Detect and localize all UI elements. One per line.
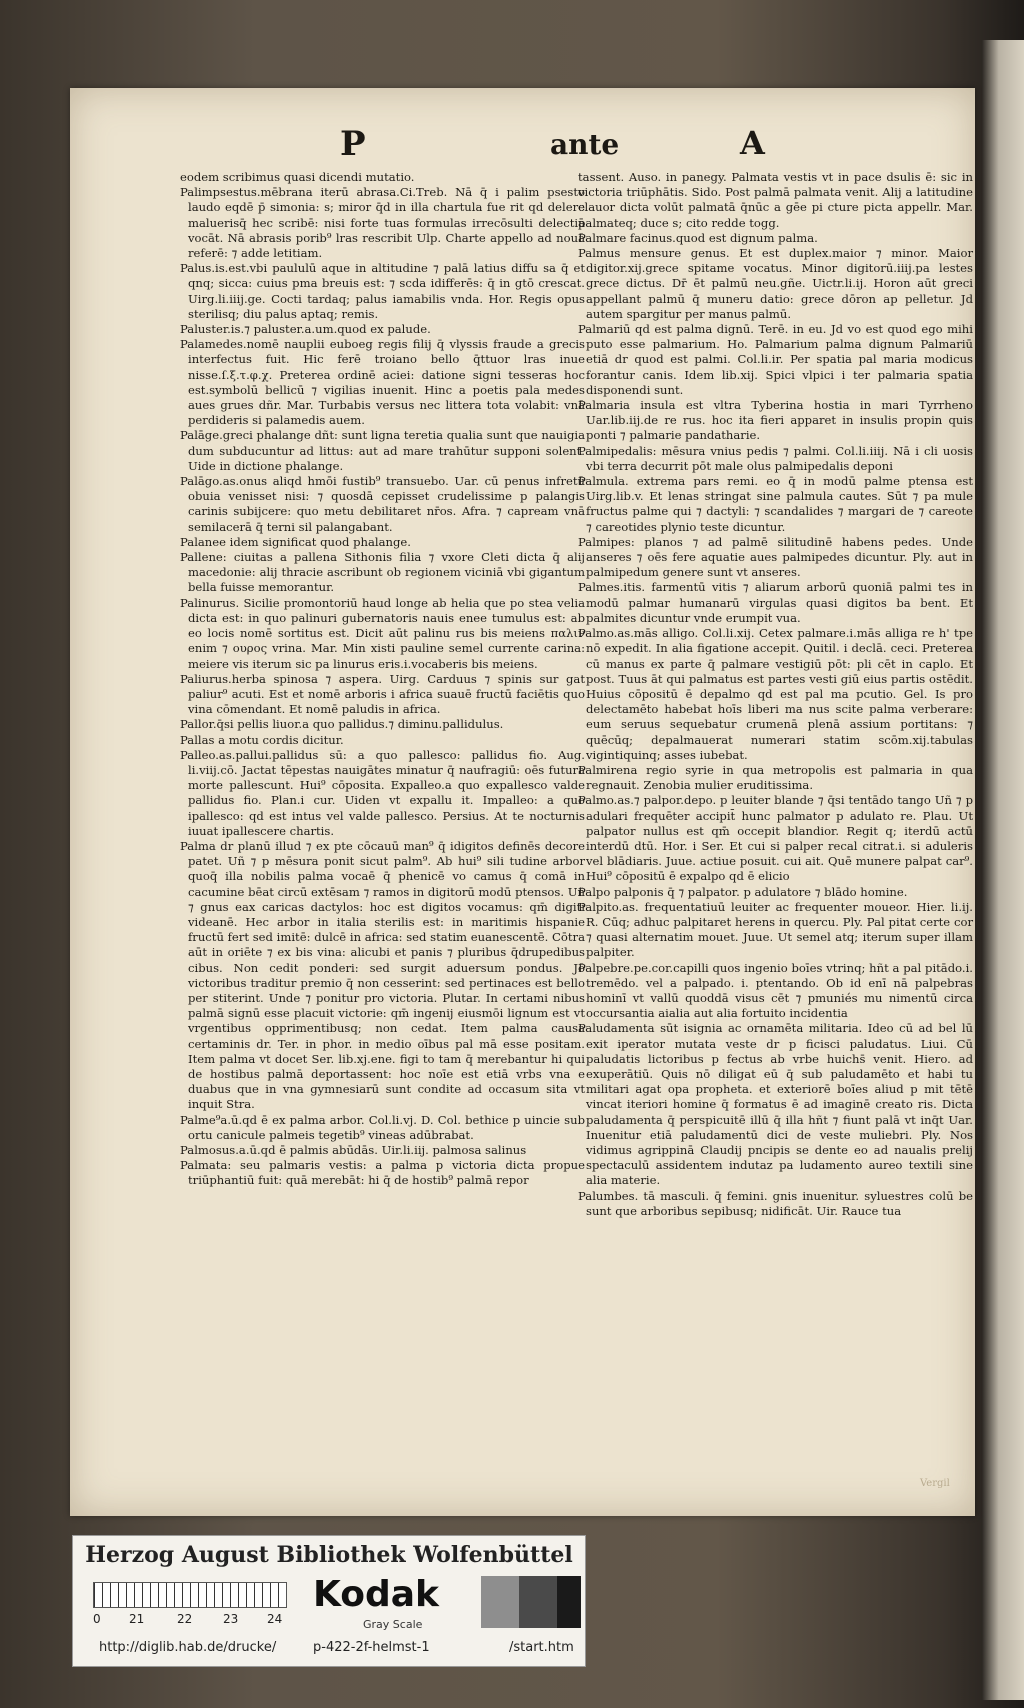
dictionary-entry: Paludamenta sūt isignia ac ornamēta militaria. Ideo cū ad bel lū exit iperator mutata veste dr p ficisci paludatus. Liui. Cū paludatis lictoribus p fectus ab vrbe huichs̄ venit. Hiero. ad exuperātiū. Quis nō diligat eū q̄ sub paludamēto et habi tu militari agat opa propheta. et exteriorē boīes aliud p mit tētē vincat iteriori homine q̄ formatus ē ad imaginē creato ris. Dicta paludamenta q̄ perspicuitē illū q̄ illa hñt ⁊ fiunt palā vt inq̄t Uar. Inuenitur etiā paludamentū dici de veste muliebri. Ply. Nos vidimus agrippinā Claudij pncipis se dente eo ad naualis prelij spectaculū assidentem indutaz pa ludamento aureo textili sine alia materie. bbox=[578, 1021, 973, 1188]
dictionary-entry: tassent. Auso. in panegy. Palmata vestis vt in pace dsulis ē: sic in victoria triūphātis. Sido. Post palmā palmata venit. Alij a latitudine clauor dicta volūt palmatā q̄nūc a gēe pi cture picta appellr. Mar. palmateq; duce s; cito redde togg. bbox=[578, 170, 973, 230]
dictionary-entry: Palinurus. Sicilie promontoriū haud longe ab helia que po stea velia dicta est: in quo palinuri gubernatoris nauis enee tumulus est: ab eo locis nomē sortitus est. Dicit aūt palinu rus bis meiens παλιν enim ⁊ ουρος vrina. Mar. Min xisti pauline semel currente carina: meiere vis iterum sic pa linurus eris.i.vocaberis bis meiens. bbox=[180, 595, 585, 671]
head-center-word: ante bbox=[550, 128, 620, 161]
ruler-number: 22 bbox=[177, 1612, 193, 1626]
ruler-number: 24 bbox=[267, 1612, 283, 1626]
dictionary-entry: Palme⁹a.ū.qd ē ex palma arbor. Col.li.vj. D. Col. bethice p uincie sub ortu canicule palmeis tegetib⁹ vineas adūbrabat. bbox=[180, 1112, 585, 1142]
running-head bbox=[70, 124, 975, 164]
dictionary-entry: Palpo palponis q̄ ⁊ palpator. p adulatore ⁊ blādo homine. bbox=[578, 884, 908, 899]
gray-swatch-dark bbox=[519, 1576, 557, 1628]
shelfmark: p-422-2f-helmst-1 bbox=[313, 1640, 430, 1655]
dictionary-entry: Palpebre.pe.cor.capilli quos ingenio boīes vtrinq; hñt a pal pitādo.i. tremēdo. vel a palpado. i. ptentando. Ob id enī nā palpebras hominī vt vallū quoddā visus cēt ⁊ pmuniés mu nimentū circa occursantia aialia aut alia fortuito incidentia bbox=[578, 960, 973, 1021]
ruler-number: 0 bbox=[93, 1612, 101, 1626]
dictionary-entry: Palmo.as.⁊ palpor.depo. p leuiter blande ⁊ q̄si tentādo tango Uñ ⁊ p adulari frequēter accipit̄ hunc palmator p adulato re. Plau. Ut palpator nullus est qm̄ occepit blandior. Regit q; iterdū actū interdū dtū. Hor. i Ser. Et cui si palper recal citrat.i. si aduleris vel blādiaris. Juue. actiue posuit. cui ait. Quē munere palpat car⁹. Hui⁹ cōpositū ē expalpo qd ē elicio bbox=[578, 793, 973, 884]
dictionary-entry: Palmirena regio syrie in qua metropolis est palmaria in qua regnauit. Zenobia mulier eruditissima. bbox=[578, 762, 973, 793]
library-color-strip bbox=[72, 1535, 586, 1667]
head-right-letter: A bbox=[740, 124, 765, 162]
dictionary-entry: Palmus mensure genus. Et est duplex.maior ⁊ minor. Maior digitor.xij.grece spitame vocatus. Minor digitorū.iiij.pa lestes grece dictus. Dr̄ ēt palmū neu.gñe. Uictr.li.ij. Horon aūt greci appellant palmū q̄ muneru datio: grece dōron ap pelletur. Jd autem spargitur per manus palmū. bbox=[578, 246, 973, 321]
dictionary-entry: Palpito.as. frequentatiuū leuiter ac frequenter moueor. Hier. li.ij. R. Cūq; adhuc palpitaret herens in quercu. Ply. Pal pitat certe cor ⁊ quasi alternatim mouet. Juue. Ut semel atq; iterum super illam palpiter. bbox=[578, 899, 973, 960]
dictionary-entry: Palmata: seu palmaris vestis: a palma p victoria dicta propue triūphantiū fuit: quā merebāt: hi q̄ de hostib⁹ palmā repor bbox=[180, 1158, 585, 1188]
dictionary-entry: Palus.is.est.vbi paululū aque in altitudine ⁊ palā latius diffu sa q̄ et qnq; sicca: cuius pma breuis est: ⁊ scda idifferēs: q̄ in gtō crescat. Uirg.li.iiij.ge. Cocti tardaq; palus iamabilis vnda. Hor. Regis opus sterilisq; diu palus aptaq; remis. bbox=[180, 261, 585, 321]
dictionary-entry: Paluster.is.⁊ paluster.a.um.quod ex palude. bbox=[180, 322, 431, 337]
source-url: http://diglib.hab.de/drucke/ bbox=[99, 1640, 277, 1655]
dictionary-entry: Palmipes: planos ⁊ ad palmē silitudinē habens pedes. Unde anseres ⁊ oēs fere aquatie aues palmipedes dicuntur. Ply. aut in palmipedum genere sunt vt anseres. bbox=[578, 534, 973, 580]
right-column bbox=[578, 170, 973, 1219]
dictionary-entry: Palumbes. tā masculi. q̄ femini. gnis inuenitur. syluestres colū be sunt que arboribus sepibusq; nidificāt. Uir. Rauce tua bbox=[578, 1188, 973, 1218]
book-page bbox=[70, 88, 975, 1516]
head-left-letter: P bbox=[340, 124, 366, 164]
dictionary-entry: Pallene: ciuitas a pallena Sithonis filia ⁊ vxore Cleti dicta q̄ alij macedonie: alij thracie ascribunt ob regionem viciniā vbi gigantum bella fuisse memorantur. bbox=[180, 550, 585, 595]
ruler-number: 21 bbox=[129, 1612, 145, 1626]
dictionary-entry: Palamedes.nomē nauplii euboeg regis filij q̄ vlyssis fraude a grecis interfectus fuit. Hic ferē troiano bello q̄ttuor lras inue nisse.ſ.ξ.τ.φ.χ. Preterea ordinē aciei: datione signi tesseras hoc est.symbolū bellicū ⁊ vigilias inuenit. Hinc a poetis pala medes aues grues dñr. Mar. Turbabis versus nec littera tota volabit: vnā perdideris si palamedis auem. bbox=[180, 337, 585, 428]
gray-scale-label: Gray Scale bbox=[363, 1618, 423, 1631]
kodak-logo: Kodak bbox=[313, 1574, 439, 1615]
dictionary-entry: Palmariū qd est palma dignū. Terē. in eu. Jd vo est quod ego mihi puto esse palmarium. Ho. Palmarium palma dignum Palmariū etiā dr quod est palmi. Col.li.ir. Per spatia pal maria modicus forantur canis. Idem lib.xij. Spici vlpici i ter palmaria spatia disponendi sunt. bbox=[578, 322, 973, 397]
scale-ruler bbox=[93, 1582, 287, 1608]
library-title: Herzog August Bibliothek Wolfenbüttel bbox=[85, 1542, 573, 1568]
dictionary-entry: Palmipedalis: mēsura vnius pedis ⁊ palmi. Col.li.iiij. Nā i cli uosis vbi terra decurrit pōt male olus palmipedalis deponi bbox=[578, 443, 973, 473]
dictionary-entry: Palmare facinus.quod est dignum palma. bbox=[578, 230, 818, 245]
dictionary-entry: Palmo.as.mās alligo. Col.li.xij. Cetex palmare.i.mās alliga re h' tpe nō expedit. In alia figatione accepit. Quitil. i declā. ceci. Preterea cū manus ex parte q̄ palmare vestigiū pōt: pli cēt in caplo. Et post. Tuus āt qui palmatus est partes vesti giū eius partis ostēdit. Huius cōpositū ē depalmo qd est pal ma pcutio. Gel. Is pro delectamēto habebat hoīs liberi ma nus scite palma verberare: eum seruus sequebatur crumenā plenā assium portitans: ⁊ quēcūq; depalmauerat numerari statim scōm.xij.tabulas vigintiquinq; asses iubebat. bbox=[578, 626, 973, 762]
dictionary-entry: Palmosus.a.ū.qd ē palmis abūdās. Uir.li.iij. palmosa salinus bbox=[180, 1143, 527, 1157]
dictionary-entry: Palma dr planū illud ⁊ ex pte cōcauū man⁹ q̄ idigitos definēs decore patet. Uñ ⁊ p mēsura ponit sicut palm⁹. Ab hui⁹ sili tudine arbor quoq̄ illa nobilis palma vocaē q̄ phenicē vo camus q̄ comā in cacumine bēat circū extēsam ⁊ ramos in digitorū modū ptensos. Uñ ⁊ gnus eax caricas dactylos: hoc est digitos vocamus: qm̄ digiti videanē. Hec arbor in italia sterilis est: in maritimis hispanie fructū fert sed imitē: dulcē in africa: sed statim euanescentē. Cōtra aūt in oriēte ⁊ ex bis vina: alicubi et panis ⁊ pluribus q̄drupedibus cibus. Non cedit ponderi: sed surgit aduersum pondus. Jō victoribus traditur premio q̄ non cesserint: sed pertinaces est bello per stiterint. Unde ⁊ ponitur pro victoria. Plutar. In certami nibus palmā signū esse placuit victorie: qm̄ ingenij eiusmōi lignum est vt vrgentibus opprimentibusq; non cedat. Item palma causa certaminis dr. Ter. in phor. in medio oībus pal mā esse positam. Item palma vt docet Ser. lib.xj.ene. figi to tam q̄ merebantur hi qui de hostibus palmā deportassent: hoc noīe est etiā vrbs vna e duabus que in vna gymnesiarū sunt condite ad occasum sita vt inquit Stra. bbox=[180, 838, 585, 1112]
dictionary-entry: Pallas a motu cordis dicitur. bbox=[180, 732, 344, 747]
ruler-number: 23 bbox=[223, 1612, 239, 1626]
dictionary-entry: Palmaria insula est vltra Tyberina hostia in mari Tyrrheno Uar.lib.iij.de re rus. hoc ita fieri apparet in insulis propin quis ponti ⁊ palmarie pandatharie. bbox=[578, 398, 973, 443]
dictionary-entry: Palleo.as.pallui.pallidus sū: a quo pallesco: pallidus fio. Aug. li.viij.cō. Jactat tēpestas nauigātes minatur q̄ naufragiū: oēs futura morte pallescunt. Hui⁹ cōposita. Expalleo.a quo expallesco valde pallidus fio. Plan.i cur. Uiden vt expallu it. Impalleo: a quo ipallesco: qd est intus vel valde pallesco. Persius. At te nocturnis iuuat ipallescere chartis. bbox=[180, 747, 585, 838]
dictionary-entry: Palmula. extrema pars remi. eo q̄ in modū palme ptensa est Uirg.lib.v. Et lenas stringat sine palmula cautes. Sūt ⁊ pa mule fructus palme qui ⁊ dactyli: ⁊ scandalides ⁊ margari de ⁊ careote ⁊ careotides plynio teste dicuntur. bbox=[578, 474, 973, 534]
dictionary-entry: Pallor.q̄si pellis liuor.a quo pallidus.⁊ diminu.pallidulus. bbox=[180, 717, 504, 732]
dictionary-entry: Palāgo.as.onus aliqd hmōi fustib⁹ transuebo. Uar. cū penus infretū obuia venisset nisi: ⁊ quosdā cepisset crudelissime p palangis carinis subijcere: quo metu debilitaret nr̄os. Afra. ⁊ capream vnā semilacerā q̄ terni sil palangabant. bbox=[180, 474, 585, 534]
margin-note: Vergil bbox=[920, 1478, 950, 1489]
start-link: /start.htm bbox=[509, 1640, 574, 1655]
gray-swatch-mid bbox=[481, 1576, 519, 1628]
dictionary-entry: Palanee idem significat quod phalange. bbox=[180, 534, 411, 549]
dictionary-entry: Palāge.greci phalange dñt: sunt ligna teretia qualia sunt que nauigia dum subducuntur ad littus: aut ad mare trahūtur supponi solent. Uide in dictione phalange. bbox=[180, 428, 585, 473]
left-column bbox=[180, 170, 585, 1189]
dictionary-entry: Paliurus.herba spinosa ⁊ aspera. Uirg. Carduus ⁊ spinis sur gat paliur⁹ acuti. Est et nomē arboris i africa suauē fructū faciētis quo vina cōmendant. Et nomē paludis in africa. bbox=[180, 671, 585, 717]
dictionary-entry: Palmes.itis. farmentū vitis ⁊ aliarum arborū quoniā palmi tes in modū palmar humanarū virgulas quasi digitos ba bent. Et palmites dicuntur vnde erumpit vua. bbox=[578, 580, 973, 625]
gray-swatch-black bbox=[557, 1576, 581, 1628]
adjacent-page-edge bbox=[982, 40, 1024, 1700]
dictionary-entry: eodem scribimus quasi dicendi mutatio. bbox=[180, 170, 415, 184]
dictionary-entry: Palimpsestus.mēbrana iterū abrasa.Ci.Treb. Nā q̄ i palim psesto laudo eqdē p̄ simonia: s; miror q̄d in illa chartula fue rit qd delere maluerisq̄ hec scribē: nisi forte tuas formulas irrecōsulti delectiā vocāt. Nā abrasis porib⁹ lras rescribit Ulp. Charte appello ad nouā referē: ⁊ adde letitiam. bbox=[180, 185, 585, 261]
